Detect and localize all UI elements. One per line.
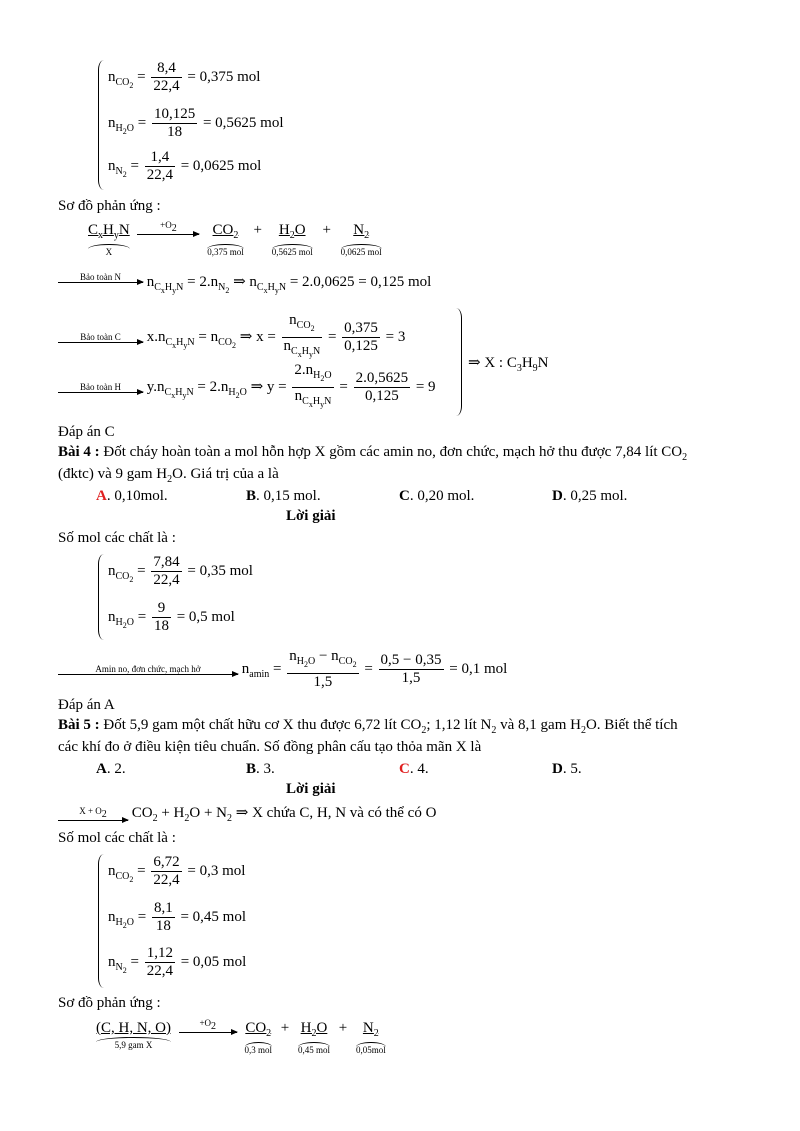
bai4-line1: Bài 4 : Đốt cháy hoàn toàn a mol hỗn hợp X gồm các amin no, đơn chức, mạch hở thu được 7,84 lít $CO_2$	[58, 444, 688, 463]
dap-an-c: Đáp án C	[58, 424, 115, 440]
bai5-n-n2: $n_{N_2}$ = $\frac{1,12}{22,4}$ = 0,05 mol	[108, 945, 247, 979]
bai4-amin-line: Amin no, đơn chức, mạch hở $n_{amin}$ = $\frac{n_{H_2O} - n_{CO_2}}{1,5}$ = $\frac{0,5 - 0,35}{1,5}$ = 0,1 mol	[58, 648, 507, 691]
n-n2-eq-1: $n_{N_2}$ = $\frac{1,4}{22,4}$ = 0,0625 mol	[108, 149, 262, 183]
conclusion-brace	[454, 308, 462, 416]
bai5-loi-giai: Lời giải	[286, 781, 336, 797]
bai5-reaction-line: $X + O_2$ $CO_2 + H_2O + N_2$ ⇒ X chứa C, H, N và có thể có O	[58, 803, 436, 824]
bai5-option-a: A. 2.	[96, 761, 126, 777]
n-h2o-eq-1: $n_{H_2O}$ = $\frac{10,125}{18}$ = 0,5625 mol	[108, 106, 284, 140]
bai4-brace	[98, 554, 107, 640]
bai4-option-a: A. 0,10mol.	[96, 488, 168, 504]
bai5-n-co2: $n_{CO_2}$ = $\frac{6,72}{22,4}$ = 0,3 mol	[108, 854, 246, 888]
so-do-label-1: Sơ đồ phản ứng :	[58, 198, 161, 214]
bai4-so-mol: Số mol các chất là :	[58, 530, 176, 546]
bai5-option-b: B. 3.	[246, 761, 275, 777]
bai5-n-h2o: $n_{H_2O}$ = $\frac{8,1}{18}$ = 0,45 mol	[108, 900, 246, 934]
bao-toan-n-line: Bảo toàn N $n_{C_xH_yN} = 2.n_{N_2}$ ⇒ $n_{C_xH_yN} = 2.0,0625 = 0,125$ mol	[58, 272, 431, 295]
bai4-option-d: D. 0,25 mol.	[552, 488, 628, 504]
bai4-n-co2: $n_{CO_2}$ = $\frac{7,84}{22,4}$ = 0,35 mol	[108, 554, 253, 588]
bai5-line1: Bài 5 : Đốt 5,9 gam một chất hữu cơ X thu được 6,72 lít $CO_2$; 1,12 lít $N_2$ và 8,1 gam $H_2O$. Biết thể tích	[58, 717, 678, 736]
bai4-option-c: C. 0,20 mol.	[399, 488, 475, 504]
bai5-option-d: D. 5.	[552, 761, 582, 777]
bai5-brace	[98, 854, 107, 988]
bai5-so-mol: Số mol các chất là :	[58, 830, 176, 846]
bao-toan-c-line: Bảo toàn C $x.n_{C_xH_yN} = n_{CO_2}$ ⇒ x = $\frac{n_{CO_2}}{n_{C_xH_yN}}$ = $\frac{0,375}{0,125}$ = 3	[58, 312, 405, 363]
bai4-option-b: B. 0,15 mol.	[246, 488, 321, 504]
bai5-option-c: C. 4.	[399, 761, 429, 777]
bai5-reaction: (C, H, N, O) 5,9 gam X $+O_2$ $CO_2$ 0,3 mol + $H_2O$ 0,45 mol + $N_2$ 0,05mol	[96, 1018, 386, 1055]
reaction-1: $C_xH_yN$ X $+O_2$ $CO_2$ 0,375 mol + $H_2O$ 0,5625 mol + $N_2$ 0,0625 mol	[88, 220, 382, 257]
n-co2-eq-1: $n_{CO_2}$ = $\frac{8,4}{22,4}$ = 0,375 mol	[108, 60, 261, 94]
bao-toan-h-line: Bảo toàn H $y.n_{C_xH_yN} = 2.n_{H_2O}$ ⇒ y = $\frac{2.n_{H_2O}}{n_{C_xH_yN}}$ = $\frac{2.0,5625}{0,125}$ = 9	[58, 362, 436, 413]
conclusion-1: ⇒ X : $C_3H_9N$	[468, 355, 549, 374]
system-brace	[98, 60, 107, 190]
bai5-line2: các khí đo ở điều kiện tiêu chuẩn. Số đồng phân cấu tạo thỏa mãn X là	[58, 739, 482, 755]
bai4-dap-an: Đáp án A	[58, 697, 115, 713]
bai4-line2: (đktc) và 9 gam $H_2O$. Giá trị của a là	[58, 466, 279, 485]
bai4-n-h2o: $n_{H_2O}$ = $\frac{9}{18}$ = 0,5 mol	[108, 600, 235, 634]
bai4-loi-giai: Lời giải	[286, 508, 336, 524]
bai5-so-do: Sơ đồ phản ứng :	[58, 995, 161, 1011]
